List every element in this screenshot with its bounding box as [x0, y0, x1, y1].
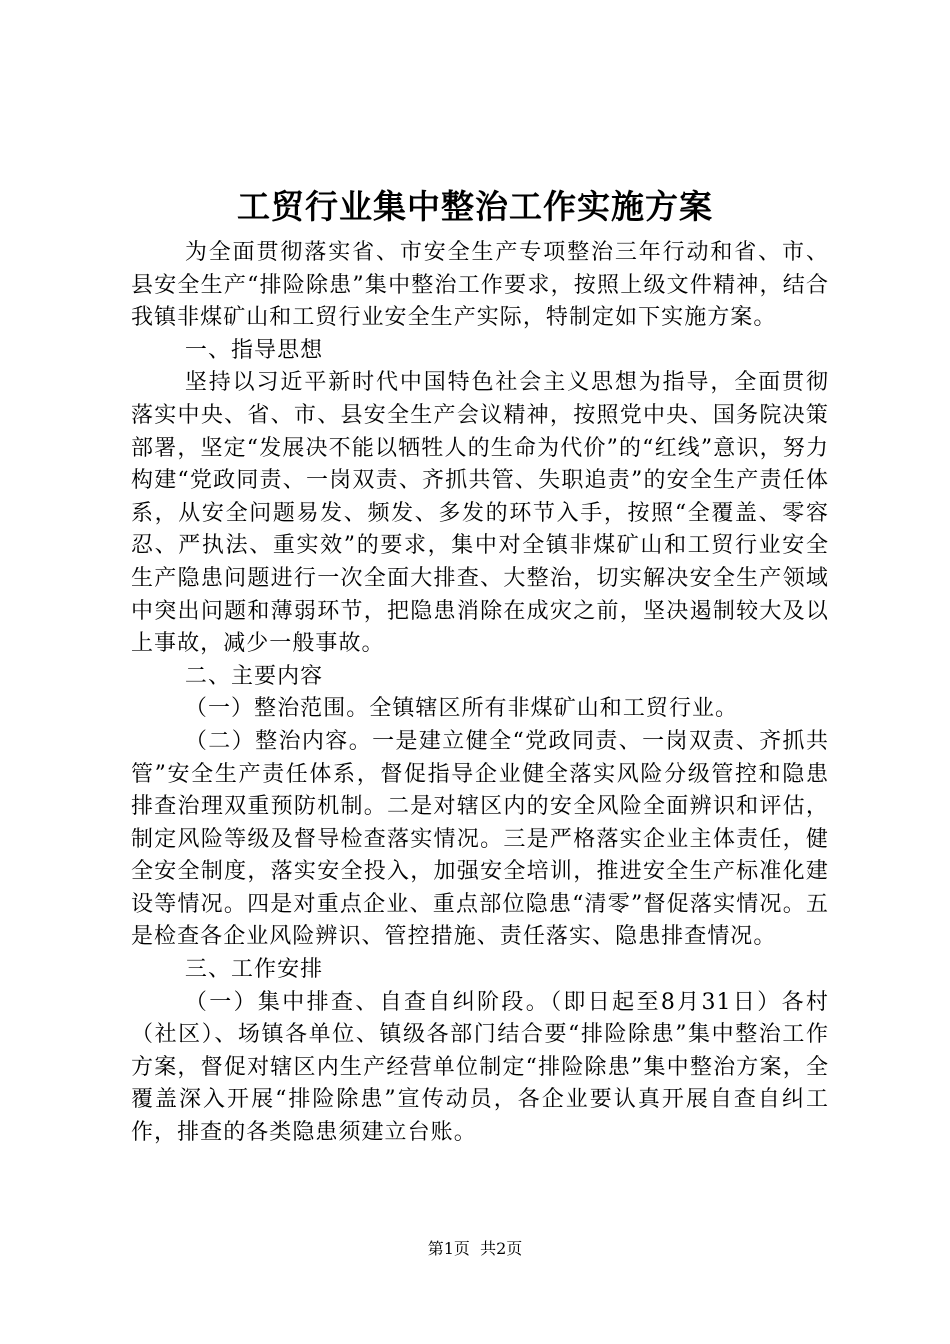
- section-heading-main-content: 二、主要内容: [184, 663, 324, 689]
- document-title: 工贸行业集中整治工作实施方案: [237, 187, 713, 226]
- page-number: 第1页: [427, 1239, 470, 1258]
- guiding-thought-paragraph: 坚持以习近平新时代中国特色社会主义思想为指导，全面贯彻落实中央、省、市、县安全生产会议精神，按照党中央、国务院决策部署，坚定“发展决不能以牺牲人的生命为代价”的“红线”意识，努力构建“党政同责、一岗双责、齐抓共管、失职追责”的安全生产责任体系，从安全问题易发、频发、多发的环节入手，按照“全覆盖、零容忍、严执法、重实效”的要求，集中对全镇非煤矿山和工贸行业安全生产隐患问题进行一次全面大排查、大整治，切实解决安全生产领域中突出问题和薄弱环节，把隐患消除在成灾之前，坚决遏制较大及以上事故，减少一般事故。: [131, 370, 829, 657]
- document-body: [131, 237, 829, 1150]
- content-paragraph: （二）整治内容。一是建立健全“党政同责、一岗双责、齐抓共管”安全生产责任体系，督促指导企业健全落实风险分级管控和隐患排查治理双重预防机制。二是对辖区内的安全风险全面辨识和评估，制定风险等级及督导检查落实情况。三是严格落实企业主体责任，健全安全制度，落实安全投入，加强安全培训，推进安全生产标准化建设等情况。四是对重点企业、重点部位隐患“清零”督促落实情况。五是检查各企业风险辨识、管控措施、责任落实、隐患排查情况。: [131, 728, 829, 950]
- page-footer: [0, 1238, 950, 1260]
- scope-paragraph: （一）整治范围。全镇辖区所有非煤矿山和工贸行业。: [184, 696, 739, 722]
- intro-paragraph: 为全面贯彻落实省、市安全生产专项整治三年行动和省、市、县安全生产“排险除患”集中整治工作要求，按照上级文件精神，结合我镇非煤矿山和工贸行业安全生产实际，特制定如下实施方案。: [131, 240, 829, 331]
- section-heading-work-arrangement: 三、工作安排: [184, 957, 324, 983]
- page-total: 共2页: [480, 1239, 523, 1258]
- arrangement-paragraph: （一）集中排查、自查自纠阶段。（即日起至8月31日）各村（社区）、场镇各单位、镇级各部门结合要“排险除患”集中整治工作方案，督促对辖区内生产经营单位制定“排险除患”集中整治方案，全覆盖深入开展“排险除患”宣传动员，各企业要认真开展自查自纠工作，排查的各类隐患须建立台账。: [131, 989, 829, 1146]
- section-heading-guiding-thought: 一、指导思想: [184, 337, 324, 363]
